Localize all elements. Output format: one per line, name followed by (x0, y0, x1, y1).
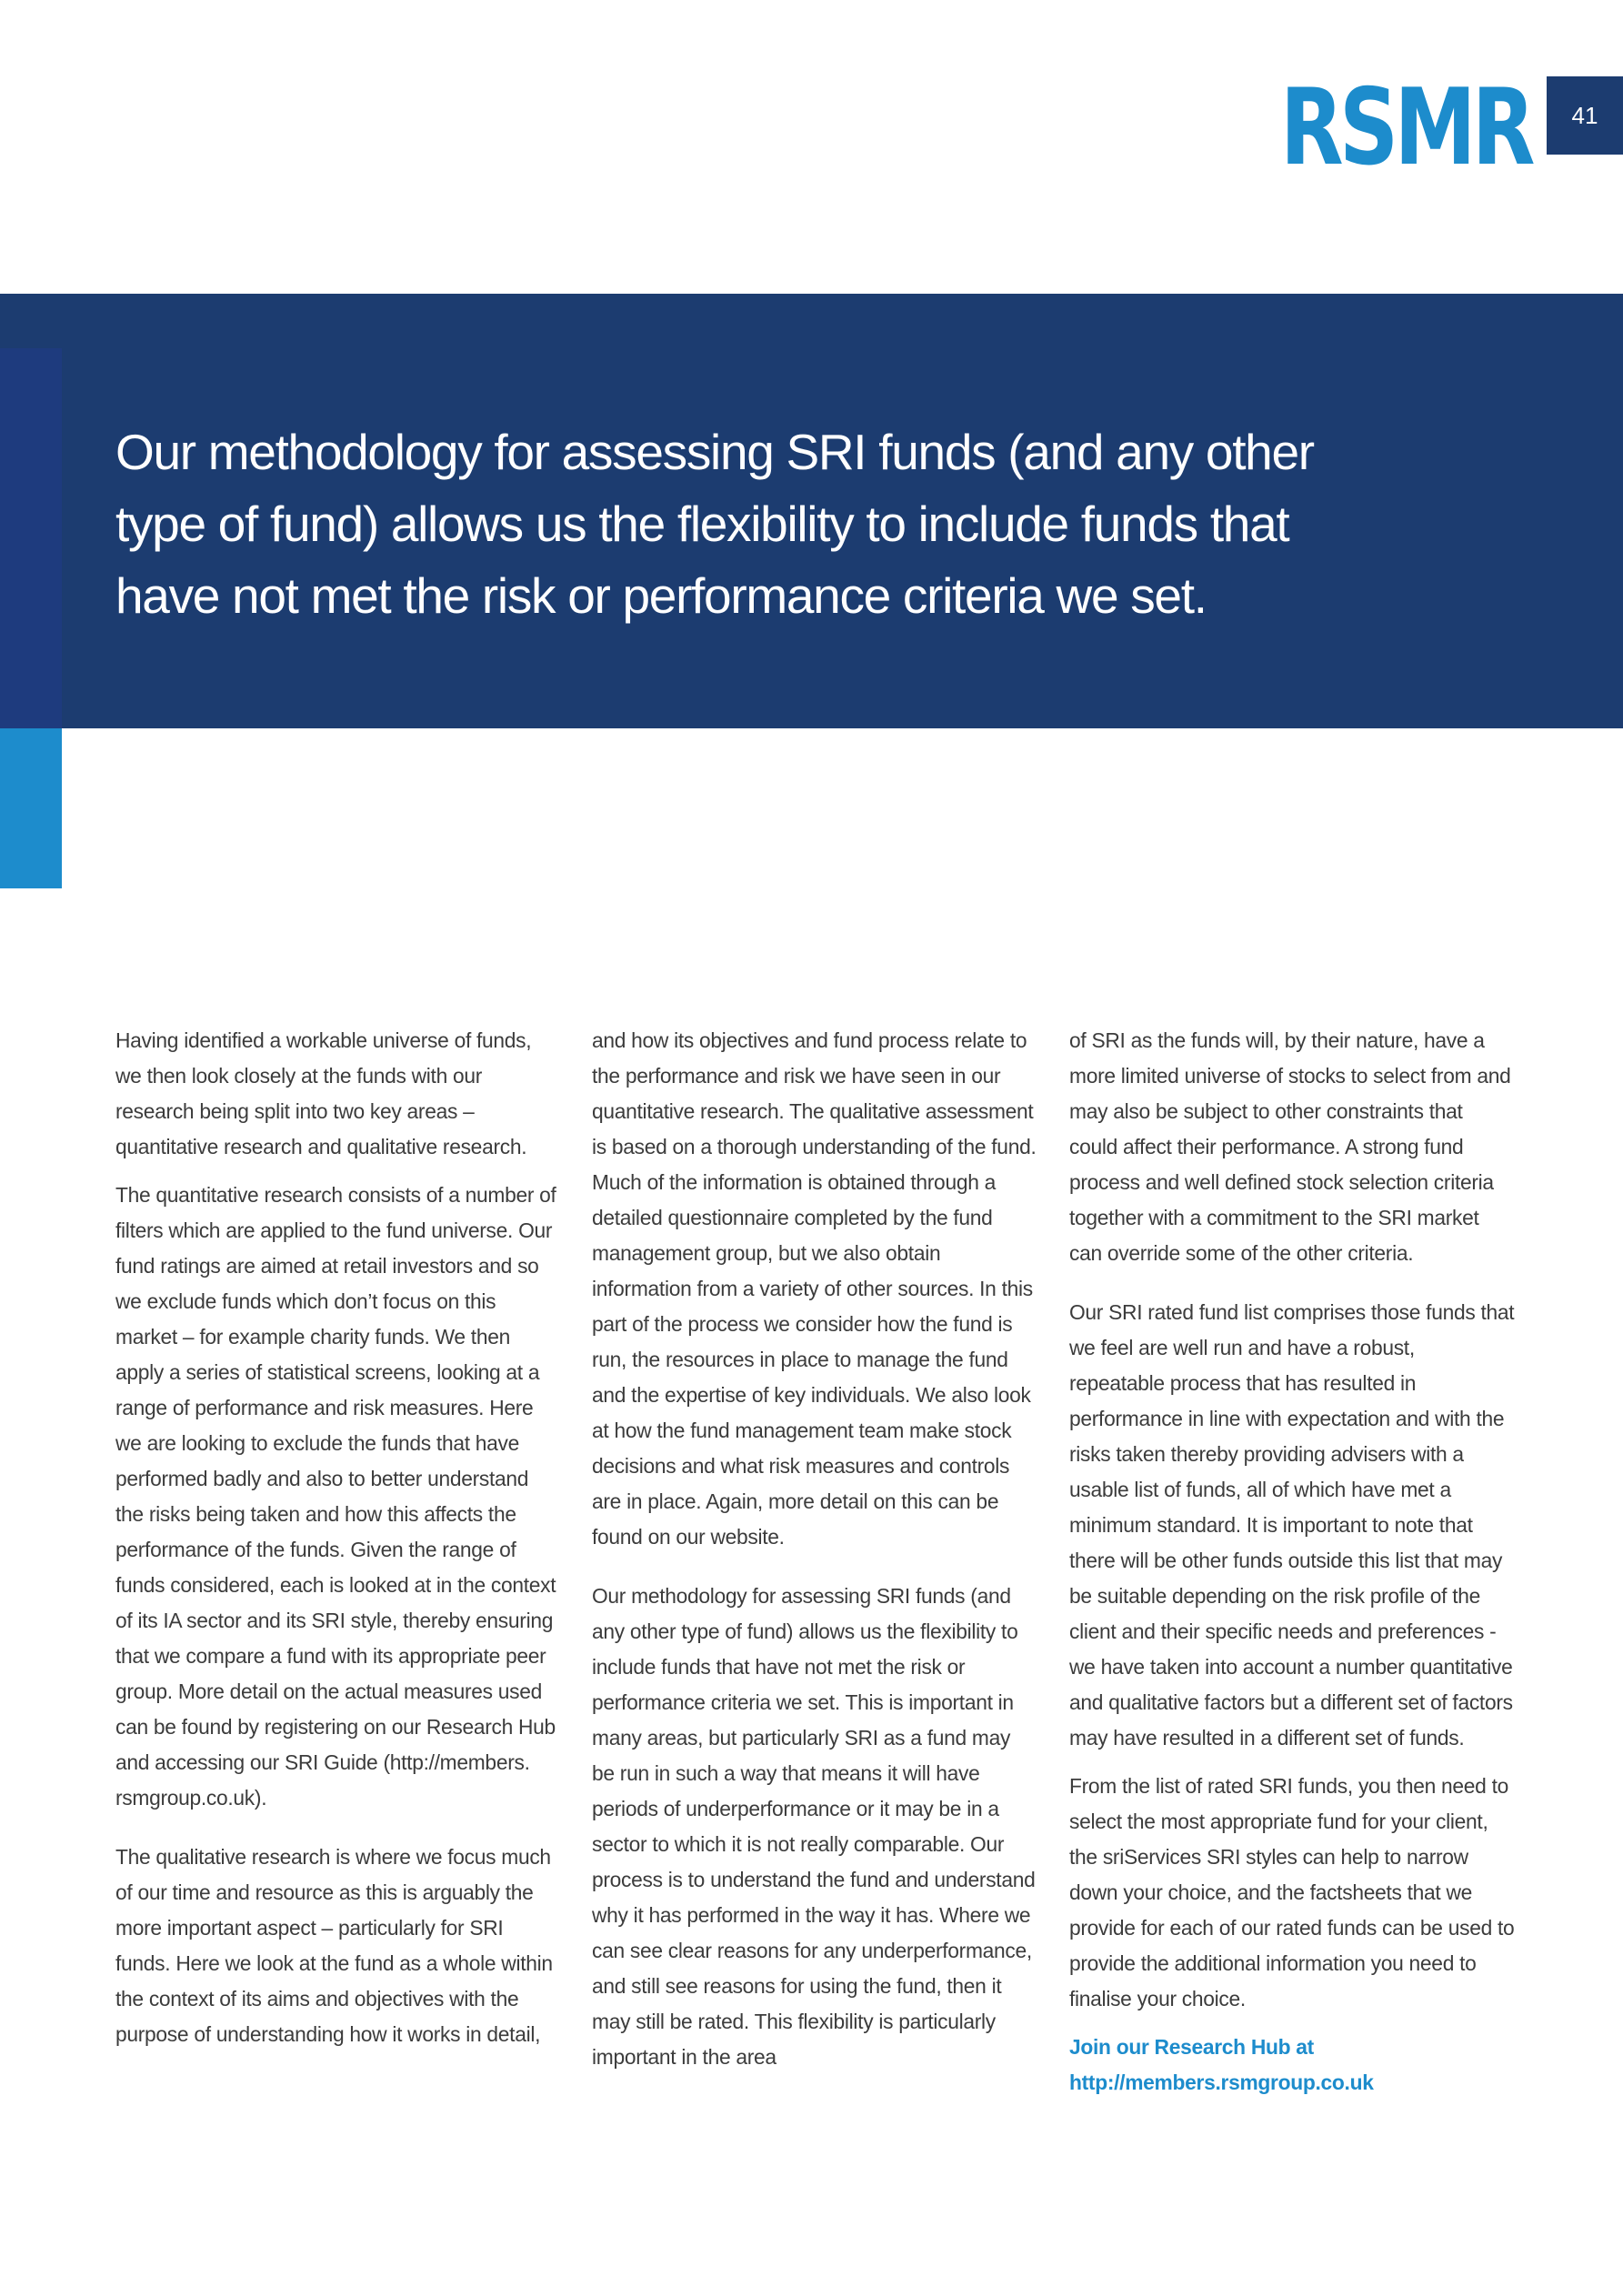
text-column-2 (592, 1023, 1037, 2088)
paragraph-quantitative: The quantitative research consists of a number of filters which are applied to the fund universe. Our fund ratings are aimed at retail investors and so we exclude funds which don’t focus on this market – for example charity funds. We then apply a series of statistical screens, looking at a range of performance and risk measures. Here we are looking to exclude the funds that have performed badly and also to better understand the risks being taken and how this affects the performance of the funds. Given the range of funds considered, each is looked at in the context of its IA sector and its SRI style, thereby ensuring that we compare a fund with its appropriate peer group. More detail on the actual measures used can be found by registering on our Research Hub and accessing our SRI Guide (http://members. rsmgroup.co.uk). (115, 1183, 556, 1810)
research-hub-link[interactable]: http://members.rsmgroup.co.uk (1069, 2070, 1374, 2094)
accent-bar-dark (0, 348, 62, 728)
text-column-1 (115, 1023, 561, 2065)
research-hub-cta (1069, 2030, 1515, 2100)
paragraph-select-fund: From the list of rated SRI funds, you then need to select the most appropriate fund for your client, the sriServices SRI styles can help to narrow down your choice, and the factsheets that we provide for each of our rated funds can be used to provide the additional information you need to finalise your choice. (1069, 1774, 1515, 2010)
page-number: 41 (1547, 76, 1623, 155)
paragraph-qualitative-assessment: and how its objectives and fund process relate to the performance and risk we have seen in our quantitative research. The qualitative assessment is based on a thorough understanding of the fund. Much of the information is obtained through a detailed questionnaire completed by the fund management group, but we also obtain information from a variety of other sources. In this part of the process we consider how the fund is run, the resources in place to manage the fund and the expertise of key individuals. We also look at how the fund management team make stock decisions and what risk measures and controls are in place. Again, more detail on this can be found on our website. (592, 1028, 1037, 1549)
paragraph-sri-constraints: of SRI as the funds will, by their nature, have a more limited universe of stocks to select from and may also be subject to other constraints that could affect their performance. A strong fund process and well defined stock selection criteria together with a commitment to the SRI market can override some of the other criteria. (1069, 1028, 1511, 1265)
accent-bar-light (0, 728, 62, 888)
rsmr-logo: RSMR (1280, 66, 1531, 189)
paragraph-rated-fund-list: Our SRI rated fund list comprises those funds that we feel are well run and have a robust, repeatable process that has resulted in performance in line with expectation and with the risks taken thereby providing advisers with a usable list of funds, all of which have met a minimum standard. It is important to note that there will be other funds outside this list that may be suitable depending on the risk profile of the client and their specific needs and preferences - we have taken into account a number quantitative and qualitative factors but a different set of factors may have resulted in a different set of funds. (1069, 1300, 1515, 1750)
paragraph-methodology: Our methodology for assessing SRI funds (and any other type of fund) allows us the flexibility to include funds that have not met the risk or performance criteria we set. This is important in many areas, but particularly SRI as a fund may be run in such a way that means it will have periods of underperformance or it may be in a sector to which it is not really comparable. Our process is to understand the fund and understand why it has performed in the way it has. Where we can see clear reasons for any underperformance, and still see reasons for using the fund, then it may still be rated. This flexibility is particularly important in the area (592, 1584, 1036, 2069)
text-column-3 (1069, 1023, 1515, 2100)
paragraph-universe: Having identified a workable universe of funds, we then look closely at the funds with our research being split into two key areas – quantitative research and qualitative research. (115, 1028, 532, 1158)
research-hub-cta-text: Join our Research Hub at (1069, 2035, 1314, 2059)
banner-headline: Our methodology for assessing SRI funds (and any other type of fund) allows us the flexibility to include funds that have not met the risk or performance criteria we set. (115, 424, 1314, 624)
paragraph-qualitative: The qualitative research is where we focus much of our time and resource as this is arguably the more important aspect – particularly for SRI funds. Here we look at the fund as a whole within the context of its aims and objectives with the purpose of understanding how it works in detail, (115, 1845, 553, 2046)
